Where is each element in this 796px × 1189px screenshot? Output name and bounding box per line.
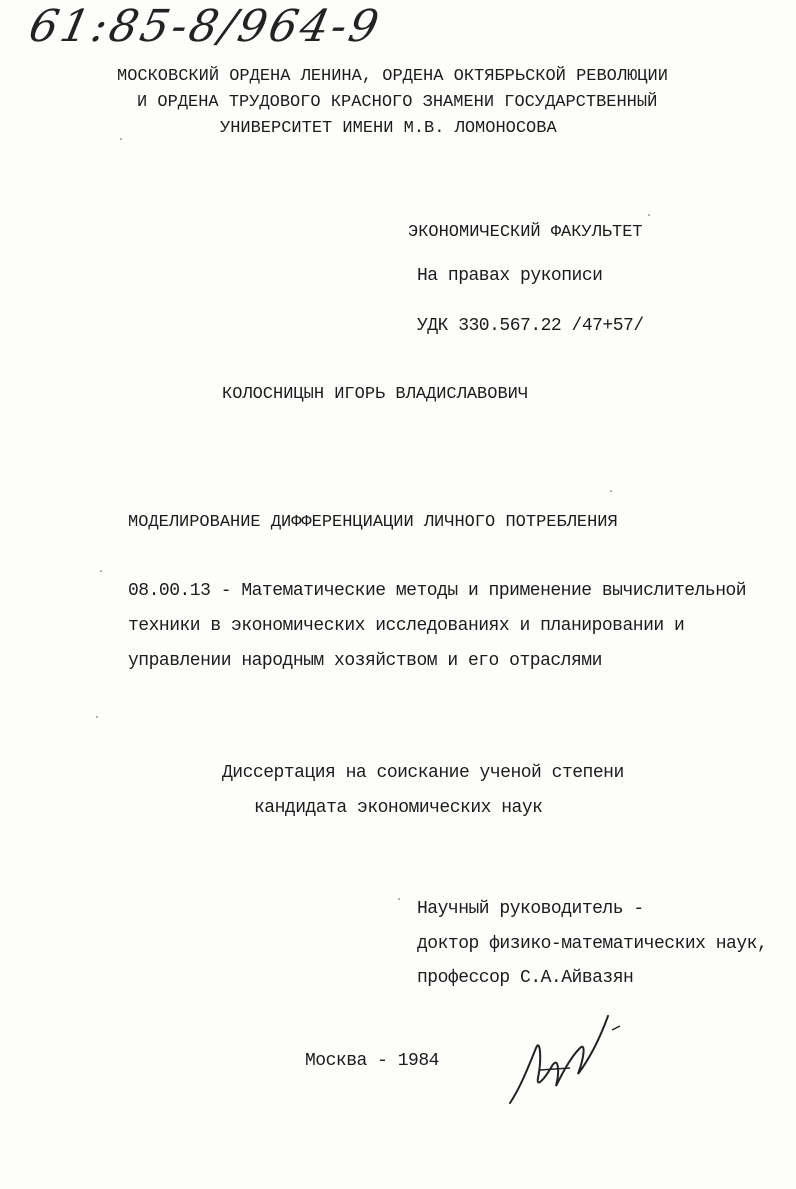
specialty-line-1: 08.00.13 - Математические методы и применение вычислительной: [128, 581, 747, 601]
supervisor-line-1: Научный руководитель -: [417, 899, 644, 919]
scan-speck: [120, 138, 122, 140]
university-line-1: МОСКОВСКИЙ ОРДЕНА ЛЕНИНА, ОРДЕНА ОКТЯБРЬСКОЙ РЕВОЛЮЦИИ: [117, 67, 668, 86]
specialty-line-3: управлении народным хозяйством и его отраслями: [128, 651, 602, 671]
degree-line-2: кандидата экономических наук: [254, 798, 543, 818]
archive-code-handwritten: 61:85-8/964-9: [24, 1, 386, 52]
scan-speck: [648, 214, 650, 216]
faculty-name: ЭКОНОМИЧЕСКИЙ ФАКУЛЬТЕТ: [408, 223, 643, 242]
author-name: КОЛОСНИЦЫН ИГОРЬ ВЛАДИСЛАВОВИЧ: [222, 385, 529, 404]
university-line-3: УНИВЕРСИТЕТ ИМЕНИ М.В. ЛОМОНОСОВА: [220, 119, 557, 138]
supervisor-line-3: профессор С.А.Айвазян: [417, 968, 634, 988]
scan-speck: [100, 570, 102, 572]
scan-speck: [96, 716, 98, 718]
manuscript-rights: На правах рукописи: [417, 266, 603, 286]
udk-code: УДК 330.567.22 /47+57/: [417, 316, 644, 336]
university-line-2: И ОРДЕНА ТРУДОВОГО КРАСНОГО ЗНАМЕНИ ГОСУДАРСТВЕННЫЙ: [137, 93, 658, 112]
specialty-line-2: техники в экономических исследованиях и планировании и: [128, 616, 685, 636]
scan-speck: [610, 490, 612, 492]
supervisor-line-2: доктор физико-математических наук,: [417, 934, 768, 954]
dissertation-title: МОДЕЛИРОВАНИЕ ДИФФЕРЕНЦИАЦИИ ЛИЧНОГО ПОТРЕБЛЕНИЯ: [128, 513, 618, 532]
degree-line-1: Диссертация на соискание ученой степени: [222, 763, 624, 783]
signature-handwritten: [500, 1008, 630, 1108]
place-and-year: Москва - 1984: [305, 1051, 439, 1071]
scan-speck: [398, 898, 400, 900]
